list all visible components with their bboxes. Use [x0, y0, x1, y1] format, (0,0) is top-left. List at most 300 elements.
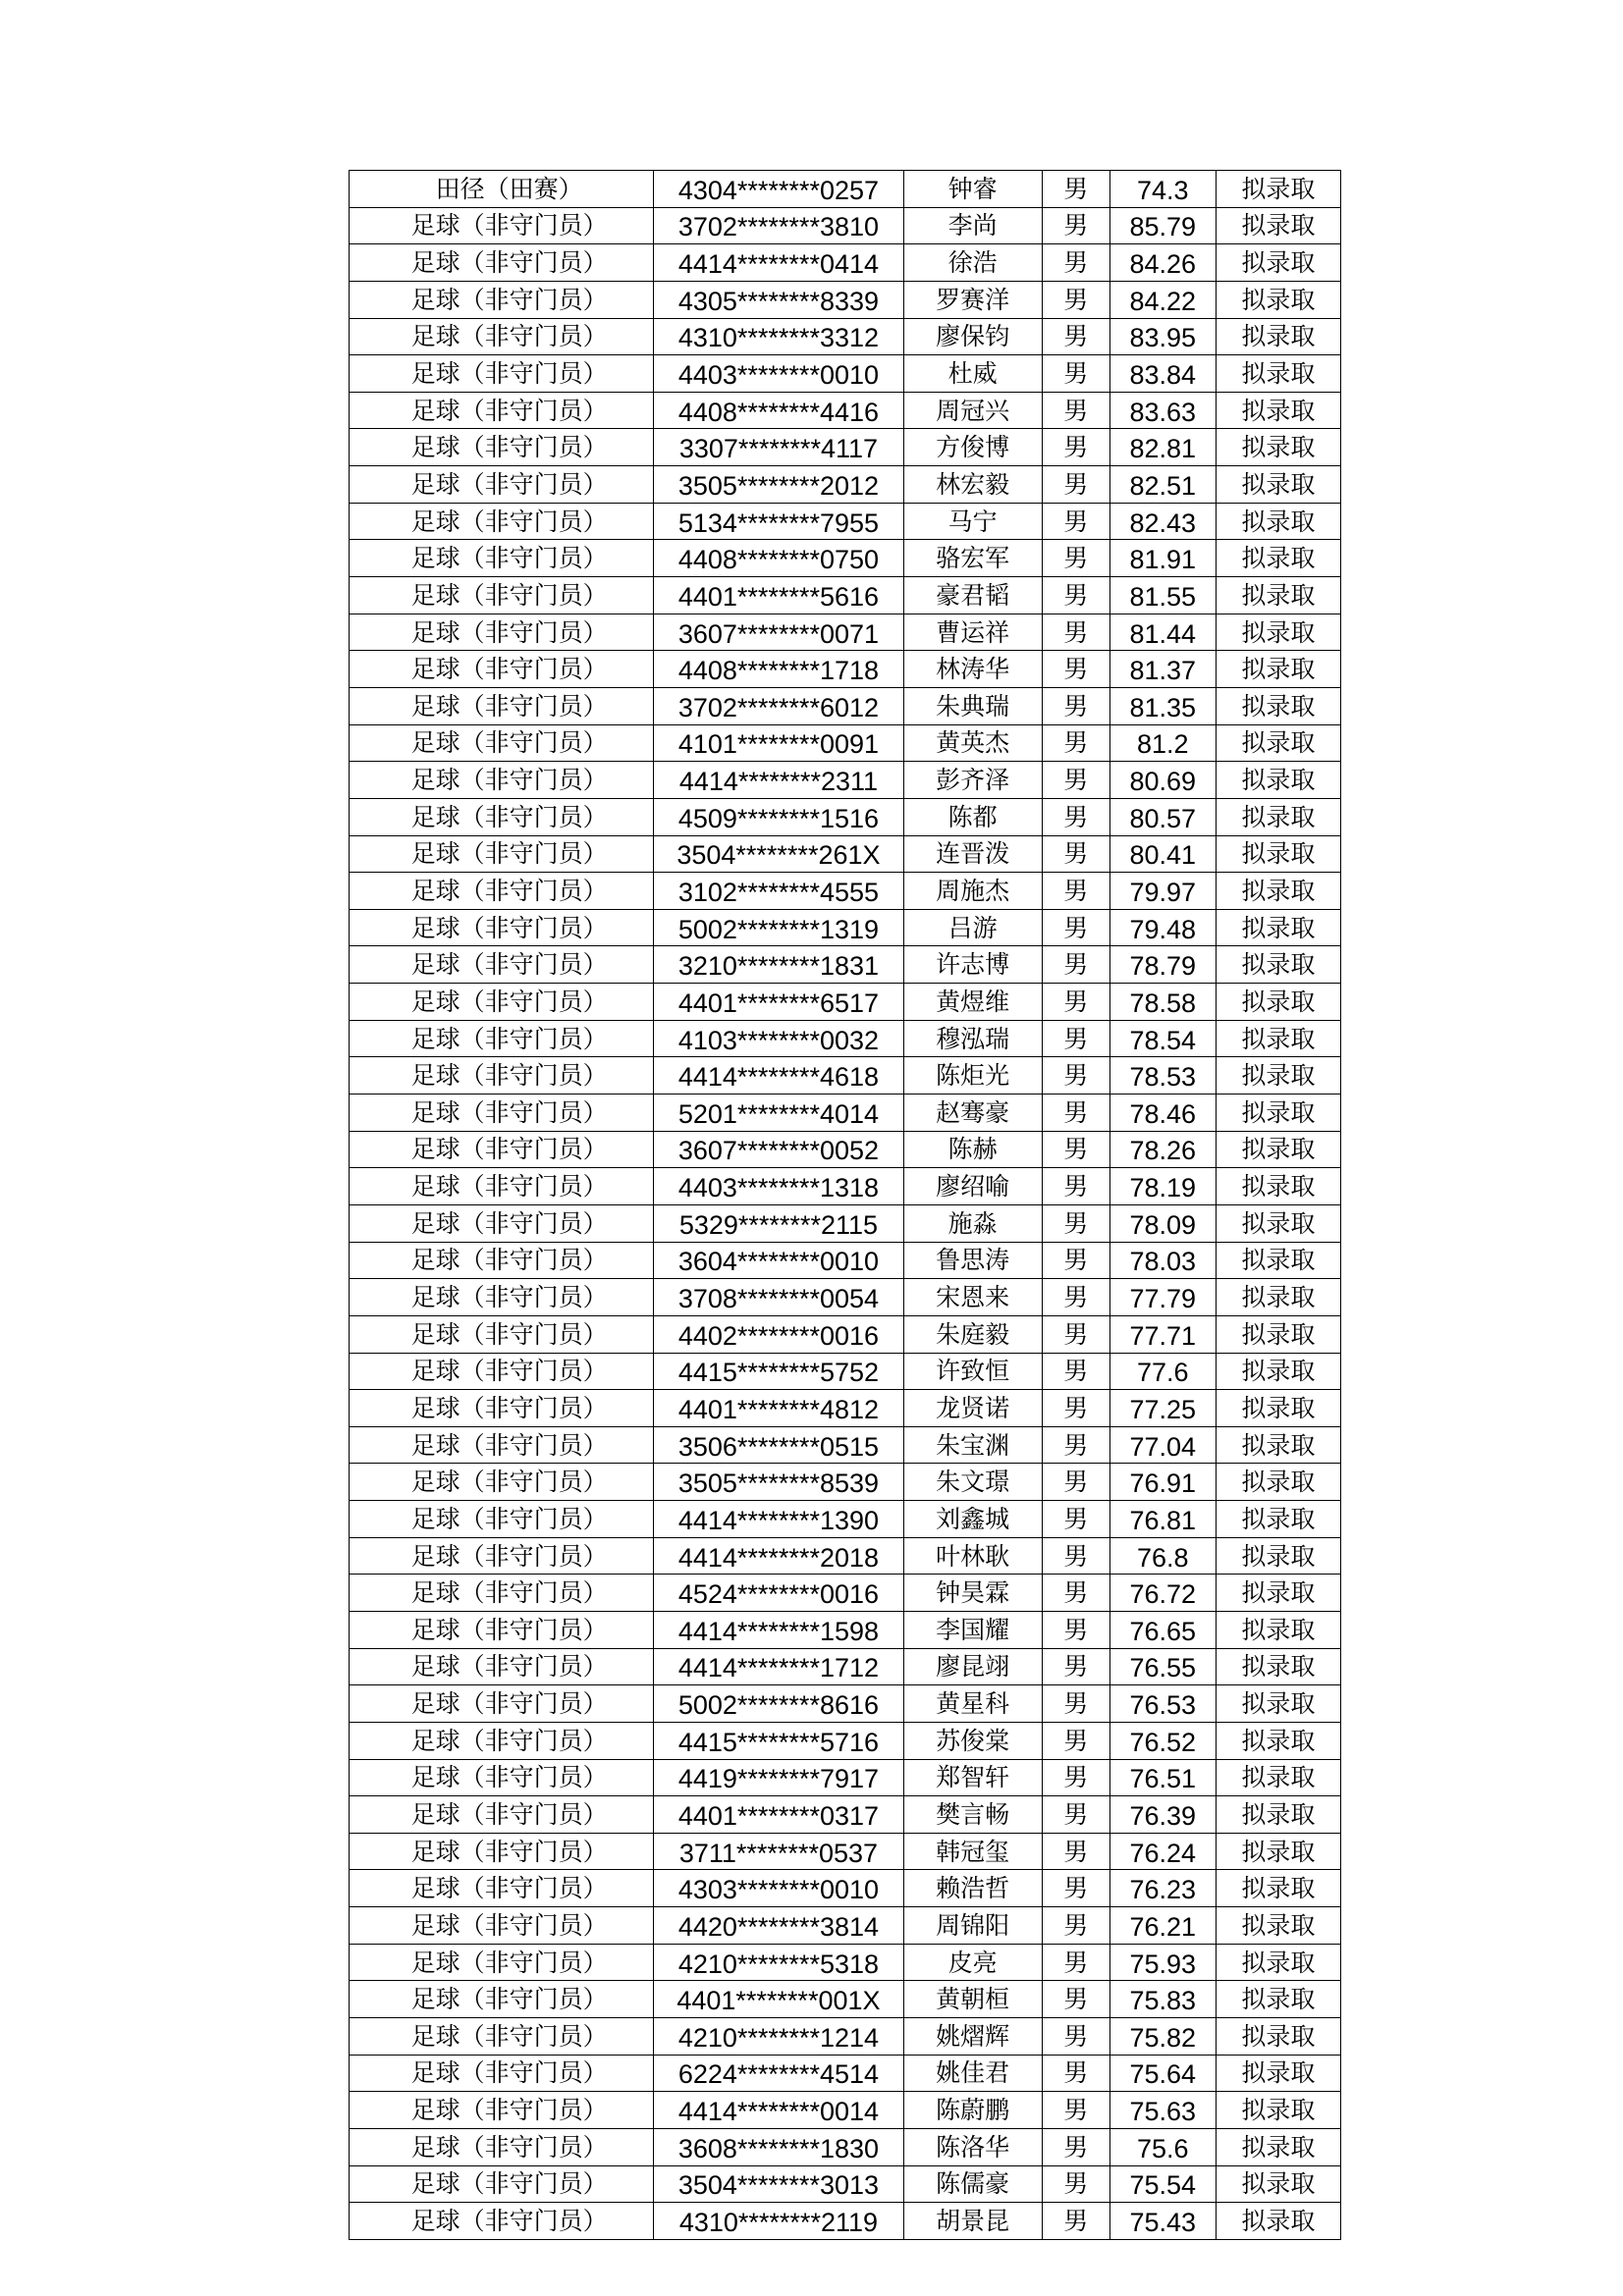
sport-cell	[350, 724, 654, 762]
score-cell-text: 76.53	[1129, 1690, 1197, 1721]
sport-cell-text: 足球（非守门员）	[410, 1763, 608, 1792]
name-cell	[903, 798, 1042, 835]
sport-cell	[350, 651, 654, 688]
score-cell	[1109, 1833, 1216, 1870]
id-number-cell	[654, 651, 903, 688]
name-cell	[903, 762, 1042, 799]
sport-cell	[350, 1907, 654, 1945]
score-cell-text: 76.24	[1129, 1838, 1197, 1868]
id-number-cell-text: 3607********0071	[677, 618, 880, 649]
status-cell-text: 拟录取	[1241, 1652, 1316, 1682]
name-cell-text: 宋恩来	[936, 1283, 1010, 1312]
sport-cell-text: 足球（非守门员）	[410, 950, 608, 980]
gender-cell	[1042, 798, 1109, 835]
id-number-cell	[654, 687, 903, 724]
name-cell-text: 胡景昆	[936, 2207, 1010, 2236]
name-cell	[903, 1353, 1042, 1390]
id-number-cell-text: 4304********0257	[677, 175, 880, 205]
status-cell	[1216, 946, 1340, 984]
sport-cell	[350, 244, 654, 282]
name-cell-text: 樊言畅	[936, 1800, 1010, 1829]
table-row	[350, 466, 1341, 504]
id-number-cell	[654, 1168, 903, 1205]
score-cell-text: 80.57	[1129, 803, 1197, 833]
status-cell-text: 拟录取	[1241, 174, 1316, 203]
status-cell-text: 拟录取	[1241, 2021, 1316, 2051]
status-cell-text: 拟录取	[1241, 544, 1316, 573]
sport-cell	[350, 318, 654, 355]
gender-cell-text: 男	[1063, 2021, 1089, 2051]
score-cell-text: 75.63	[1129, 2097, 1197, 2127]
table-row	[350, 2018, 1341, 2056]
id-number-cell-text: 4101********0091	[677, 729, 880, 760]
score-cell-text: 79.97	[1129, 877, 1197, 907]
sport-cell	[350, 1796, 654, 1834]
status-cell-text: 拟录取	[1241, 248, 1316, 278]
name-cell-text: 刘鑫城	[936, 1504, 1010, 1533]
name-cell-text: 郑智轩	[936, 1763, 1010, 1792]
gender-cell	[1042, 1833, 1109, 1870]
score-cell	[1109, 1131, 1216, 1168]
gender-cell-text: 男	[1063, 2169, 1089, 2199]
name-cell	[903, 1944, 1042, 1981]
score-cell	[1109, 503, 1216, 540]
status-cell-text: 拟录取	[1241, 1985, 1316, 2014]
name-cell-text: 廖保钧	[936, 322, 1010, 351]
score-cell-text: 78.09	[1129, 1209, 1197, 1240]
id-number-cell	[654, 835, 903, 873]
id-number-cell-text: 4414********1712	[677, 1653, 880, 1683]
sport-cell-text: 足球（非守门员）	[410, 2058, 608, 2088]
name-cell-text: 叶林耿	[936, 1541, 1010, 1571]
name-cell	[903, 2055, 1042, 2092]
sport-cell-text: 足球（非守门员）	[410, 987, 608, 1016]
id-number-cell	[654, 614, 903, 651]
score-cell-text: 81.91	[1129, 545, 1197, 575]
status-cell	[1216, 503, 1340, 540]
score-cell-text: 79.48	[1129, 914, 1197, 944]
status-cell-text: 拟录取	[1241, 2096, 1316, 2125]
table-row	[350, 873, 1341, 910]
status-cell	[1216, 1685, 1340, 1723]
score-cell	[1109, 1168, 1216, 1205]
score-cell	[1109, 1315, 1216, 1353]
gender-cell	[1042, 207, 1109, 244]
gender-cell-text: 男	[1063, 1024, 1089, 1053]
score-cell	[1109, 687, 1216, 724]
score-cell	[1109, 1796, 1216, 1834]
table-row	[350, 244, 1341, 282]
gender-cell-text: 男	[1063, 396, 1089, 425]
gender-cell-text: 男	[1063, 728, 1089, 758]
table-row	[350, 540, 1341, 577]
score-cell	[1109, 1095, 1216, 1132]
name-cell	[903, 1981, 1042, 2018]
name-cell	[903, 1611, 1042, 1648]
sport-cell	[350, 207, 654, 244]
score-cell-text: 83.84	[1129, 360, 1197, 391]
gender-cell	[1042, 318, 1109, 355]
status-cell	[1216, 1131, 1340, 1168]
name-cell	[903, 2128, 1042, 2165]
sport-cell-text: 足球（非守门员）	[410, 617, 608, 647]
table-row	[350, 1168, 1341, 1205]
status-cell	[1216, 466, 1340, 504]
status-cell-text: 拟录取	[1241, 1874, 1316, 1903]
status-cell	[1216, 762, 1340, 799]
score-cell	[1109, 244, 1216, 282]
score-cell	[1109, 798, 1216, 835]
id-number-cell-text: 5002********8616	[677, 1690, 880, 1721]
status-cell-text: 拟录取	[1241, 507, 1316, 536]
score-cell	[1109, 651, 1216, 688]
gender-cell	[1042, 946, 1109, 984]
name-cell	[903, 171, 1042, 208]
name-cell	[903, 946, 1042, 984]
id-number-cell-text: 4414********0014	[677, 2097, 880, 2127]
id-number-cell	[654, 1095, 903, 1132]
id-number-cell	[654, 392, 903, 429]
id-number-cell-text: 4408********4416	[677, 397, 880, 427]
gender-cell-text: 男	[1063, 913, 1089, 942]
gender-cell	[1042, 1575, 1109, 1612]
gender-cell	[1042, 577, 1109, 614]
id-number-cell-text: 4210********5318	[677, 1949, 880, 1979]
status-cell-text: 拟录取	[1241, 1061, 1316, 1091]
sport-cell-text: 足球（非守门员）	[410, 469, 608, 499]
gender-cell-text: 男	[1063, 2058, 1089, 2088]
gender-cell	[1042, 1685, 1109, 1723]
status-cell-text: 拟录取	[1241, 1393, 1316, 1422]
id-number-cell	[654, 2128, 903, 2165]
table-row	[350, 355, 1341, 393]
id-number-cell-text: 4414********2311	[678, 767, 879, 797]
score-cell	[1109, 281, 1216, 318]
score-cell-text: 84.26	[1129, 249, 1197, 280]
gender-cell	[1042, 2092, 1109, 2129]
gender-cell-text: 男	[1063, 1910, 1089, 1940]
id-number-cell	[654, 873, 903, 910]
name-cell-text: 龙贤诺	[936, 1393, 1010, 1422]
sport-cell-text: 足球（非守门员）	[410, 1283, 608, 1312]
table-row	[350, 687, 1341, 724]
gender-cell	[1042, 762, 1109, 799]
gender-cell-text: 男	[1063, 2207, 1089, 2236]
name-cell	[903, 1501, 1042, 1538]
name-cell-text: 许致恒	[936, 1357, 1010, 1386]
gender-cell-text: 男	[1063, 655, 1089, 684]
status-cell	[1216, 1390, 1340, 1427]
sport-cell-text: 足球（非守门员）	[410, 1208, 608, 1238]
status-cell-text: 拟录取	[1241, 1135, 1316, 1164]
table-row	[350, 1981, 1341, 2018]
status-cell	[1216, 540, 1340, 577]
score-cell	[1109, 1722, 1216, 1759]
gender-cell	[1042, 392, 1109, 429]
score-cell-text: 85.79	[1129, 212, 1197, 242]
sport-cell	[350, 171, 654, 208]
id-number-cell	[654, 1204, 903, 1242]
status-cell	[1216, 1168, 1340, 1205]
score-cell	[1109, 429, 1216, 466]
id-number-cell	[654, 1870, 903, 1907]
status-cell-text: 拟录取	[1241, 987, 1316, 1016]
score-cell-text: 74.3	[1137, 175, 1189, 205]
score-cell-text: 76.52	[1129, 1727, 1197, 1757]
id-number-cell-text: 3210********1831	[677, 951, 880, 982]
status-cell-text: 拟录取	[1241, 1948, 1316, 1977]
gender-cell-text: 男	[1063, 433, 1089, 462]
name-cell	[903, 392, 1042, 429]
status-cell	[1216, 1095, 1340, 1132]
name-cell	[903, 429, 1042, 466]
table-row	[350, 1315, 1341, 1353]
table-row	[350, 984, 1341, 1021]
gender-cell-text: 男	[1063, 1172, 1089, 1201]
gender-cell-text: 男	[1063, 1319, 1089, 1349]
table-row	[350, 762, 1341, 799]
id-number-cell-text: 4420********3814	[677, 1911, 880, 1942]
id-number-cell	[654, 318, 903, 355]
id-number-cell-text: 3504********261X	[676, 840, 881, 871]
id-number-cell-text: 4401********001X	[676, 1986, 881, 2016]
score-cell-text: 76.51	[1129, 1764, 1197, 1794]
name-cell	[903, 1685, 1042, 1723]
gender-cell	[1042, 1353, 1109, 1390]
sport-cell	[350, 466, 654, 504]
name-cell-text: 朱文璟	[936, 1468, 1010, 1497]
score-cell	[1109, 1648, 1216, 1685]
score-cell	[1109, 909, 1216, 946]
id-number-cell-text: 3505********2012	[677, 470, 880, 501]
sport-cell	[350, 1131, 654, 1168]
name-cell	[903, 1648, 1042, 1685]
id-number-cell	[654, 429, 903, 466]
status-cell-text: 拟录取	[1241, 1615, 1316, 1644]
gender-cell-text: 男	[1063, 469, 1089, 499]
sport-cell	[350, 1685, 654, 1723]
gender-cell-text: 男	[1063, 1985, 1089, 2014]
score-cell	[1109, 355, 1216, 393]
status-cell-text: 拟录取	[1241, 691, 1316, 721]
sport-cell-text: 足球（非守门员）	[410, 544, 608, 573]
gender-cell	[1042, 1279, 1109, 1316]
score-cell	[1109, 835, 1216, 873]
sport-cell	[350, 2055, 654, 2092]
id-number-cell	[654, 1020, 903, 1057]
score-cell	[1109, 1575, 1216, 1612]
gender-cell	[1042, 1501, 1109, 1538]
status-cell	[1216, 687, 1340, 724]
id-number-cell-text: 4401********4812	[677, 1394, 880, 1424]
table-row	[350, 1426, 1341, 1464]
status-cell-text: 拟录取	[1241, 2169, 1316, 2199]
status-cell-text: 拟录取	[1241, 2058, 1316, 2088]
gender-cell-text: 男	[1063, 322, 1089, 351]
gender-cell-text: 男	[1063, 1874, 1089, 1903]
sport-cell-text: 足球（非守门员）	[410, 1689, 608, 1719]
sport-cell-text: 足球（非守门员）	[410, 1393, 608, 1422]
sport-cell-text: 足球（非守门员）	[410, 248, 608, 278]
sport-cell	[350, 1464, 654, 1501]
score-cell	[1109, 1242, 1216, 1279]
sport-cell-text: 足球（非守门员）	[410, 1726, 608, 1755]
sport-cell	[350, 1204, 654, 1242]
id-number-cell	[654, 207, 903, 244]
sport-cell-text: 足球（非守门员）	[410, 1319, 608, 1349]
id-number-cell-text: 4403********1318	[677, 1173, 880, 1203]
name-cell	[903, 1870, 1042, 1907]
score-cell	[1109, 1020, 1216, 1057]
score-cell-text: 76.39	[1129, 1801, 1197, 1831]
gender-cell	[1042, 909, 1109, 946]
status-cell	[1216, 2128, 1340, 2165]
gender-cell-text: 男	[1063, 766, 1089, 795]
admissions-table	[349, 170, 1341, 2240]
status-cell	[1216, 1279, 1340, 1316]
name-cell	[903, 1057, 1042, 1095]
name-cell	[903, 318, 1042, 355]
table-row	[350, 318, 1341, 355]
table-row	[350, 1390, 1341, 1427]
score-cell-text: 78.53	[1129, 1062, 1197, 1093]
table-row	[350, 1095, 1341, 1132]
sport-cell	[350, 1315, 654, 1353]
score-cell	[1109, 1981, 1216, 2018]
status-cell-text: 拟录取	[1241, 950, 1316, 980]
name-cell-text: 皮亮	[947, 1948, 998, 1977]
gender-cell-text: 男	[1063, 580, 1089, 610]
score-cell-text: 75.64	[1129, 2059, 1197, 2090]
sport-cell-text: 足球（非守门员）	[410, 2021, 608, 2051]
name-cell-text: 陈炬光	[936, 1061, 1010, 1091]
sport-cell-text: 足球（非守门员）	[410, 322, 608, 351]
id-number-cell-text: 4403********0010	[677, 360, 880, 391]
score-cell-text: 81.44	[1129, 618, 1197, 649]
status-cell-text: 拟录取	[1241, 766, 1316, 795]
name-cell	[903, 1833, 1042, 1870]
gender-cell	[1042, 724, 1109, 762]
sport-cell	[350, 1981, 654, 2018]
gender-cell	[1042, 1131, 1109, 1168]
score-cell	[1109, 1464, 1216, 1501]
table-row	[350, 171, 1341, 208]
id-number-cell	[654, 540, 903, 577]
status-cell-text: 拟录取	[1241, 359, 1316, 389]
score-cell-text: 75.93	[1129, 1949, 1197, 1979]
status-cell-text: 拟录取	[1241, 1763, 1316, 1792]
status-cell-text: 拟录取	[1241, 433, 1316, 462]
sport-cell	[350, 1501, 654, 1538]
sport-cell-text: 足球（非守门员）	[410, 2169, 608, 2199]
name-cell-text: 陈儒豪	[936, 2169, 1010, 2199]
gender-cell-text: 男	[1063, 617, 1089, 647]
id-number-cell-text: 4303********0010	[677, 1875, 880, 1905]
gender-cell-text: 男	[1063, 1061, 1089, 1091]
status-cell	[1216, 1057, 1340, 1095]
name-cell-text: 钟昊霖	[936, 1578, 1010, 1608]
gender-cell	[1042, 1204, 1109, 1242]
id-number-cell	[654, 1057, 903, 1095]
status-cell-text: 拟录取	[1241, 1430, 1316, 1460]
name-cell-text: 廖昆翊	[936, 1652, 1010, 1682]
id-number-cell-text: 4415********5752	[677, 1358, 880, 1388]
table-row	[350, 651, 1341, 688]
name-cell-text: 赖浩哲	[936, 1874, 1010, 1903]
sport-cell	[350, 1944, 654, 1981]
gender-cell-text: 男	[1063, 1689, 1089, 1719]
sport-cell-text: 足球（非守门员）	[410, 1430, 608, 1460]
sport-cell-text: 足球（非守门员）	[410, 1910, 608, 1940]
name-cell-text: 周锦阳	[936, 1910, 1010, 1940]
sport-cell-text: 足球（非守门员）	[410, 1172, 608, 1201]
name-cell-text: 朱典瑞	[936, 691, 1010, 721]
status-cell	[1216, 1722, 1340, 1759]
score-cell	[1109, 1870, 1216, 1907]
name-cell-text: 姚佳君	[936, 2058, 1010, 2088]
name-cell	[903, 2165, 1042, 2203]
id-number-cell	[654, 2203, 903, 2240]
sport-cell-text: 足球（非守门员）	[410, 1357, 608, 1386]
score-cell-text: 77.04	[1129, 1431, 1197, 1462]
sport-cell	[350, 1870, 654, 1907]
score-cell-text: 77.6	[1137, 1358, 1189, 1388]
gender-cell-text: 男	[1063, 1541, 1089, 1571]
score-cell-text: 83.95	[1129, 323, 1197, 353]
sport-cell	[350, 1426, 654, 1464]
status-cell	[1216, 1944, 1340, 1981]
sport-cell	[350, 281, 654, 318]
gender-cell	[1042, 873, 1109, 910]
gender-cell-text: 男	[1063, 248, 1089, 278]
sport-cell-text: 足球（非守门员）	[410, 1024, 608, 1053]
gender-cell	[1042, 1944, 1109, 1981]
status-cell	[1216, 1907, 1340, 1945]
status-cell	[1216, 1315, 1340, 1353]
status-cell-text: 拟录取	[1241, 1910, 1316, 1940]
table-body	[350, 171, 1341, 2240]
table-row	[350, 1131, 1341, 1168]
score-cell-text: 81.35	[1129, 692, 1197, 722]
sport-cell-text: 足球（非守门员）	[410, 913, 608, 942]
name-cell	[903, 984, 1042, 1021]
name-cell	[903, 614, 1042, 651]
score-cell-text: 83.63	[1129, 397, 1197, 427]
sport-cell	[350, 614, 654, 651]
id-number-cell	[654, 798, 903, 835]
status-cell-text: 拟录取	[1241, 1689, 1316, 1719]
score-cell	[1109, 946, 1216, 984]
id-number-cell-text: 3505********8539	[677, 1468, 880, 1499]
name-cell	[903, 281, 1042, 318]
name-cell-text: 林宏毅	[936, 469, 1010, 499]
sport-cell-text: 足球（非守门员）	[410, 839, 608, 869]
score-cell	[1109, 1057, 1216, 1095]
table-row	[350, 207, 1341, 244]
score-cell-text: 76.8	[1137, 1542, 1189, 1573]
gender-cell-text: 男	[1063, 1578, 1089, 1608]
status-cell-text: 拟录取	[1241, 1578, 1316, 1608]
sport-cell	[350, 2165, 654, 2203]
table-row	[350, 1242, 1341, 1279]
name-cell-text: 曹运祥	[936, 617, 1010, 647]
gender-cell	[1042, 244, 1109, 282]
status-cell-text: 拟录取	[1241, 322, 1316, 351]
name-cell-text: 陈都	[947, 802, 998, 831]
score-cell-text: 78.79	[1129, 951, 1197, 982]
gender-cell-text: 男	[1063, 691, 1089, 721]
name-cell-text: 穆泓瑞	[936, 1024, 1010, 1053]
